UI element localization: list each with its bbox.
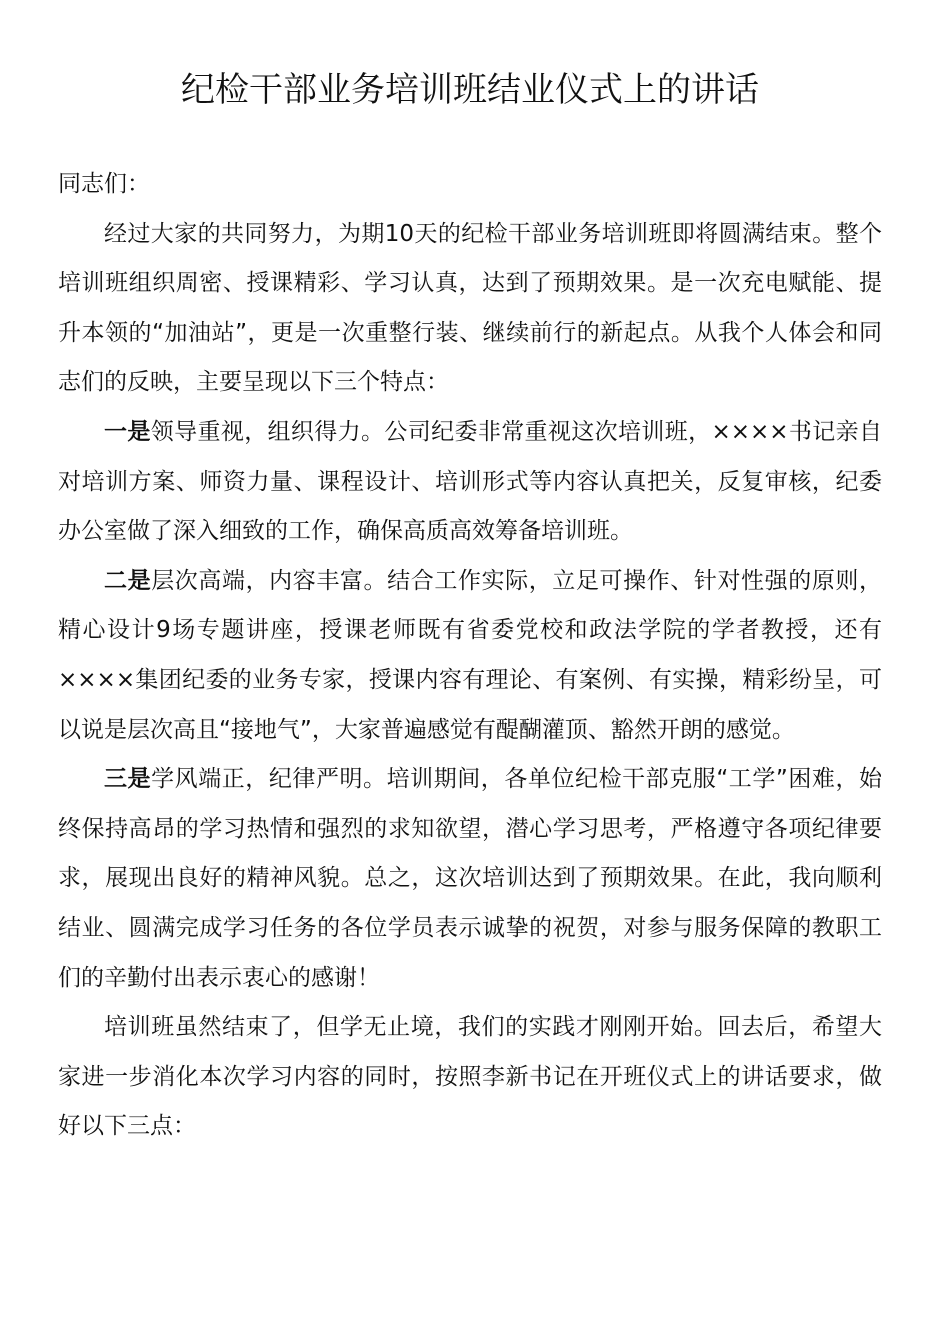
paragraph-text: 经过大家的共同努力，为期10天的纪检干部业务培训班即将圆满结束。整个培训班组织周密、授课精彩、学习认真，达到了预期效果。是一次充电赋能、提升本领的“加油站”，更是一次重整行装、继续前行的新起点。从我个人体会和同志们的反映，主要呈现以下三个特点： xyxy=(58,220,882,396)
paragraph-point-two xyxy=(58,557,882,755)
document-body xyxy=(58,160,882,1152)
paragraph-text: 学风端正，纪律严明。培训期间，各单位纪检干部克服“工学”困难，始终保持高昂的学习热情和强烈的求知欲望，潜心学习思考，严格遵守各项纪律要求，展现出良好的精神风貌。总之，这次培训达到了预期效果。在此，我向顺利结业、圆满完成学习任务的各位学员表示诚挚的祝贺，对参与服务保障的教职工们的辛勤付出表示衷心的感谢！ xyxy=(58,766,882,991)
paragraph-lead: 三是 xyxy=(104,766,152,793)
paragraph-intro xyxy=(58,210,882,408)
paragraph-closing xyxy=(58,1003,882,1152)
paragraph-lead: 二是 xyxy=(104,567,152,594)
salutation: 同志们： xyxy=(58,171,150,197)
paragraph-text: 培训班虽然结束了，但学无止境，我们的实践才刚刚开始。回去后，希望大家进一步消化本次学习内容的同时，按照李新书记在开班仪式上的讲话要求，做好以下三点： xyxy=(58,1014,882,1140)
paragraph-point-one xyxy=(58,408,882,557)
document-title: 纪检干部业务培训班结业仪式上的讲话 xyxy=(181,70,759,110)
paragraph-point-three xyxy=(58,755,882,1003)
paragraph-text: 领导重视，组织得力。公司纪委非常重视这次培训班，××××书记亲自对培训方案、师资力量、课程设计、培训形式等内容认真把关，反复审核，纪委办公室做了深入细致的工作，确保高质高效筹备培训班。 xyxy=(58,418,882,545)
paragraph-text: 层次高端，内容丰富。结合工作实际，立足可操作、针对性强的原则，精心设计9场专题讲座，授课老师既有省委党校和政法学院的学者教授，还有××××集团纪委的业务专家，授课内容有理论、有案例、有实操，精彩纷呈，可以说是层次高且“接地气”，大家普遍感觉有醍醐灌顶、豁然开朗的感觉。 xyxy=(58,567,882,743)
paragraph-lead: 一是 xyxy=(104,418,151,445)
